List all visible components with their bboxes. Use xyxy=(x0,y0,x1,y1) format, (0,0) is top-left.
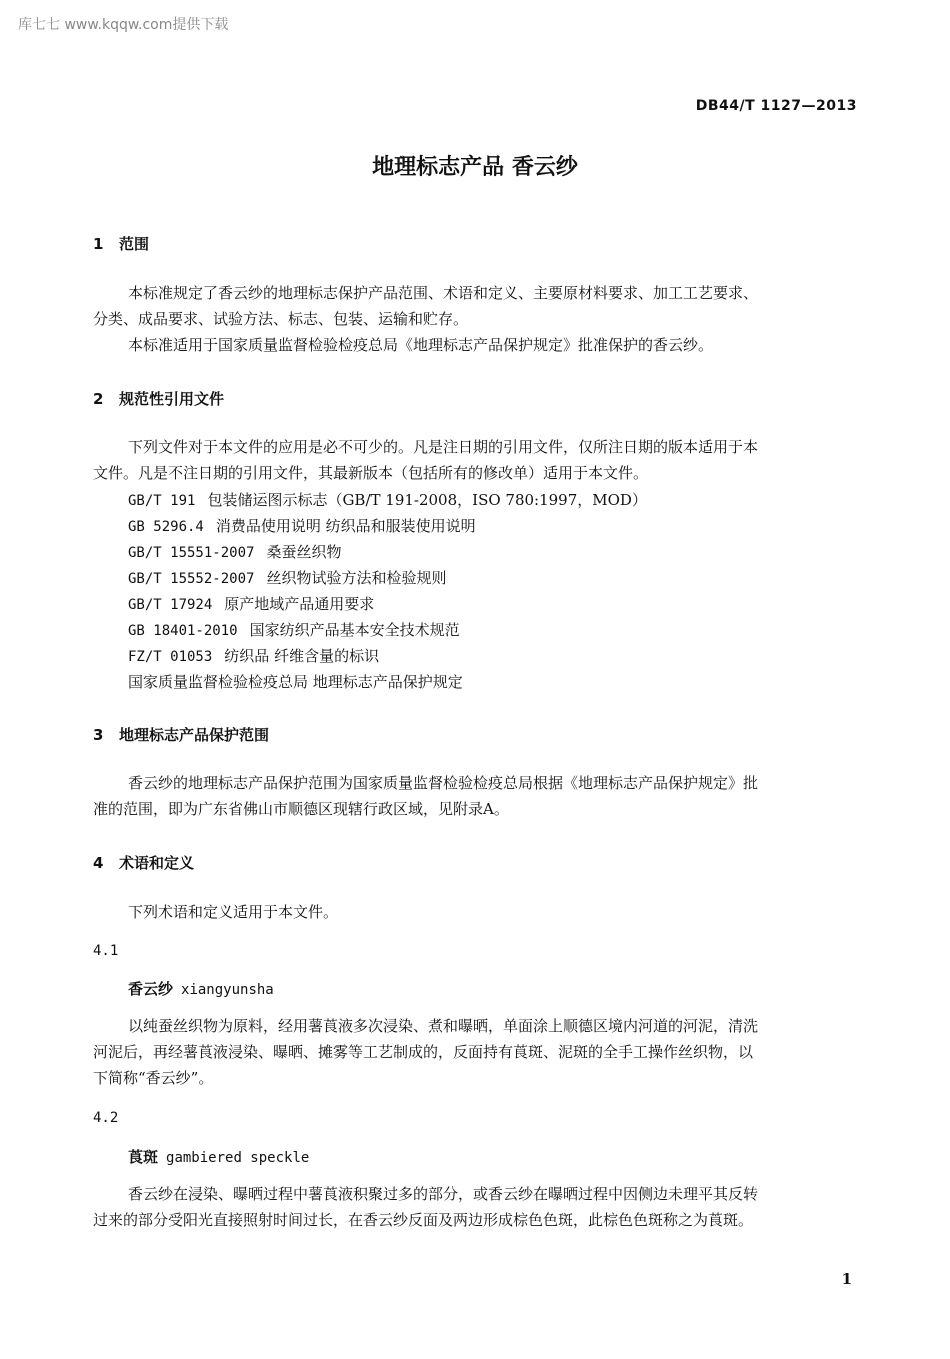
term-chinese: 莨斑 xyxy=(128,1148,159,1166)
reference-item xyxy=(128,645,379,666)
paragraph-line: 香云纱的地理标志产品保护范围为国家质量监督检验检疫总局根据《地理标志产品保护规定》批 xyxy=(128,774,759,792)
term-english: xiangyunsha xyxy=(181,982,274,998)
section-title: 范围 xyxy=(119,235,150,253)
section-2-heading xyxy=(93,388,224,409)
paragraph-line: 本标准适用于国家质量监督检验检疫总局《地理标志产品保护规定》批准保护的香云纱。 xyxy=(128,336,714,354)
reference-item xyxy=(128,593,374,614)
paragraph-line: 过来的部分受阳光直接照射时间过长，在香云纱反面及两边形成棕色色斑，此棕色色斑称之为莨斑。 xyxy=(93,1211,754,1229)
paragraph-line: 下列文件对于本文件的应用是必不可少的。凡是注日期的引用文件，仅所注日期的版本适用于本 xyxy=(128,438,759,456)
reference-title: 纺织品 纤维含量的标识 xyxy=(224,647,380,665)
paragraph-line: 准的范围，即为广东省佛山市顺德区现辖行政区域，见附录A。 xyxy=(93,800,509,818)
section-title: 术语和定义 xyxy=(119,854,195,872)
reference-title: 桑蚕丝织物 xyxy=(266,543,342,561)
section-3-heading xyxy=(93,724,269,745)
paragraph-line: 河泥后，再经薯莨液浸染、曝晒、摊雾等工艺制成的，反面持有莨斑、泥斑的全手工操作丝织物，以 xyxy=(93,1043,754,1061)
reference-code: GB/T 191 xyxy=(128,493,196,509)
document-number: DB44/T 1127—2013 xyxy=(695,98,857,114)
section-number: 2 xyxy=(93,390,104,408)
reference-code: GB 18401-2010 xyxy=(128,623,238,639)
paragraph-line: 分类、成品要求、试验方法、标志、包装、运输和贮存。 xyxy=(93,310,469,328)
paragraph-line: 文件。凡是不注日期的引用文件，其最新版本（包括所有的修改单）适用于本文件。 xyxy=(93,464,649,482)
reference-item xyxy=(128,541,341,562)
reference-title: 丝织物试验方法和检验规则 xyxy=(266,569,447,587)
section-1-heading xyxy=(93,233,149,254)
paragraph-line: 本标准规定了香云纱的地理标志保护产品范围、术语和定义、主要原材料要求、加工工艺要求、 xyxy=(128,284,759,302)
reference-item xyxy=(128,489,647,510)
reference-title: 国家质量监督检验检疫总局 地理标志产品保护规定 xyxy=(128,673,463,691)
term-chinese: 香云纱 xyxy=(128,980,174,998)
paragraph-line: 下简称“香云纱”。 xyxy=(93,1069,214,1087)
clause-number: 4.1 xyxy=(93,943,119,959)
reference-title: 国家纺织产品基本安全技术规范 xyxy=(249,621,460,639)
reference-item xyxy=(128,567,446,588)
reference-item xyxy=(128,619,460,640)
reference-code: GB/T 15552-2007 xyxy=(128,571,255,587)
page-number: 1 xyxy=(841,1270,852,1288)
reference-item xyxy=(128,671,463,692)
reference-code: GB/T 17924 xyxy=(128,597,213,613)
section-title: 规范性引用文件 xyxy=(119,390,225,408)
reference-code: GB/T 15551-2007 xyxy=(128,545,255,561)
reference-title: 消费品使用说明 纺织品和服装使用说明 xyxy=(215,517,476,535)
term-entry xyxy=(128,1146,309,1167)
watermark: 库七七 www.kqqw.com提供下载 xyxy=(18,17,229,33)
section-number: 4 xyxy=(93,854,104,872)
term-entry xyxy=(128,978,274,999)
term-english: gambiered speckle xyxy=(166,1150,310,1166)
reference-title: 原产地域产品通用要求 xyxy=(224,595,375,613)
section-number: 1 xyxy=(93,235,104,253)
section-4-heading xyxy=(93,852,194,873)
page-title: 地理标志产品 香云纱 xyxy=(372,155,578,180)
section-title: 地理标志产品保护范围 xyxy=(119,726,270,744)
reference-code: FZ/T 01053 xyxy=(128,649,213,665)
reference-item xyxy=(128,515,476,536)
paragraph-line: 以纯蚕丝织物为原料，经用薯莨液多次浸染、煮和曝晒，单面涂上顺德区境内河道的河泥，清洗 xyxy=(128,1017,759,1035)
paragraph-line: 香云纱在浸染、曝晒过程中薯莨液积聚过多的部分，或香云纱在曝晒过程中因侧边未理平其反转 xyxy=(128,1185,759,1203)
reference-code: GB 5296.4 xyxy=(128,519,204,535)
reference-title: 包装储运图示标志（GB/T 191-2008，ISO 780:1997，MOD） xyxy=(207,491,647,509)
paragraph-line: 下列术语和定义适用于本文件。 xyxy=(128,903,339,921)
clause-number: 4.2 xyxy=(93,1110,119,1126)
section-number: 3 xyxy=(93,726,104,744)
